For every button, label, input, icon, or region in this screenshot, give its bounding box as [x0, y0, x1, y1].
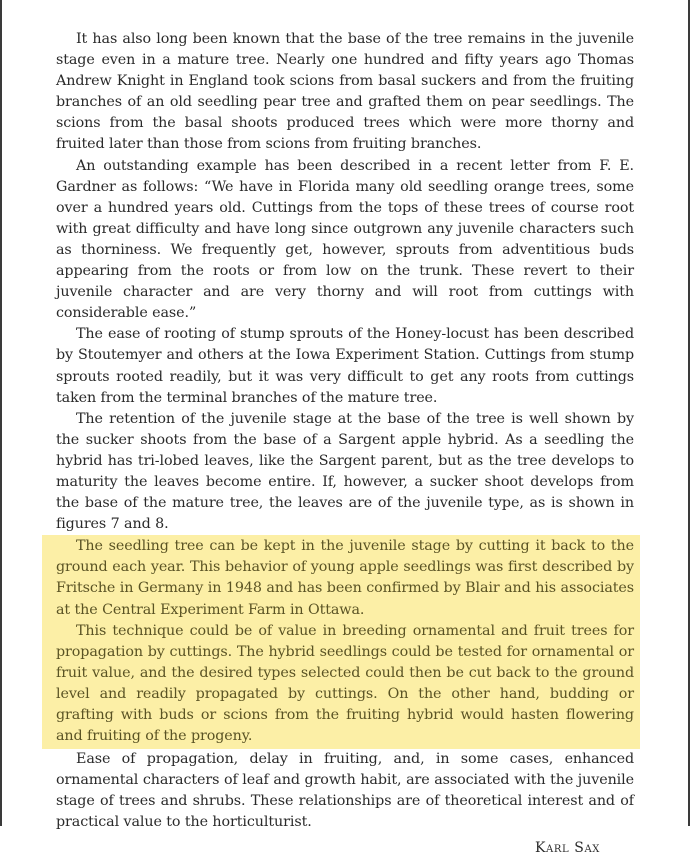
paragraph-honey-locust: The ease of rooting of stump sprouts of the Honey-locust has been described by Stoutemyer and others at the Iowa Experiment Station. Cuttings from stump sprouts rooted readily, but it was very difficult to get any roots from cuttings taken from the terminal branches of the mature tree.: [56, 326, 634, 406]
paragraph-basal-juvenile: It has also long been known that the base of the tree remains in the juvenile stage even in a mature tree. Nearly one hundred and fifty years ago Thomas Andrew Knight in England took scions from basal suckers and from the fruiting branches of an old seedling pear tree and grafted them on pear seedlings. The scions from the basal shoots produced trees which were more thorny and fruited later than those from scions from fruiting branches.: [56, 31, 634, 153]
paragraph-conclusion: Ease of propagation, delay in fruiting, and, in some cases, enhanced ornamental characters of leaf and growth habit, are associated with the juvenile stage of trees and shrubs. These relationships are of theoretical interest and of practical value to the horticulturist.: [56, 751, 634, 831]
paragraph-sargent-hybrid: The retention of the juvenile stage at the base of the tree is well shown by the sucker shoots from the base of a Sargent apple hybrid. As a seedling the hybrid has tri-lobed leaves, like the Sargent parent, but as the tree develops to maturity the leaves become entire. If, however, a sucker shoot develops from the base of the mature tree, the leaves are of the juvenile type, as is shown in figures 7 and 8.: [56, 410, 634, 533]
highlighted-passage: [42, 535, 640, 749]
document-page: [56, 29, 634, 859]
highlighted-paragraph-technique: This technique could be of value in breeding ornamental and fruit trees for propagation by cuttings. The hybrid seedlings could be tested for ornamental or fruit value, and the desired types selected could then be cut back to the ground level and readily propagated by cuttings. On the other hand, budding or grafting with buds or scions from the fruiting hybrid would hasten flowering and fruiting of the progeny.: [56, 622, 634, 745]
author-signature: Karl Sax: [534, 839, 600, 856]
paragraph-gardner-letter: An outstanding example has been described in a recent letter from F. E. Gardner as follows: “We have in Florida many old seedling orange trees, some over a hundred years old. Cuttings from the tops of these trees of course root with great difficulty and have long since outgrown any juvenile characters such as thorniness. We frequently get, however, sprouts from adventitious buds appearing from the roots or from low on the trunk. These revert to their juvenile character and are very thorny and will root from cuttings with considerable ease.”: [56, 157, 634, 322]
highlighted-paragraph-seedling-cutting: The seedling tree can be kept in the juvenile stage by cutting it back to the ground each year. This behavior of young apple seedlings was first described by Fritsche in Germany in 1948 and has been confirmed by Blair and his associates at the Central Experiment Farm in Ottawa.: [56, 538, 634, 618]
left-page-edge: [0, 0, 2, 826]
